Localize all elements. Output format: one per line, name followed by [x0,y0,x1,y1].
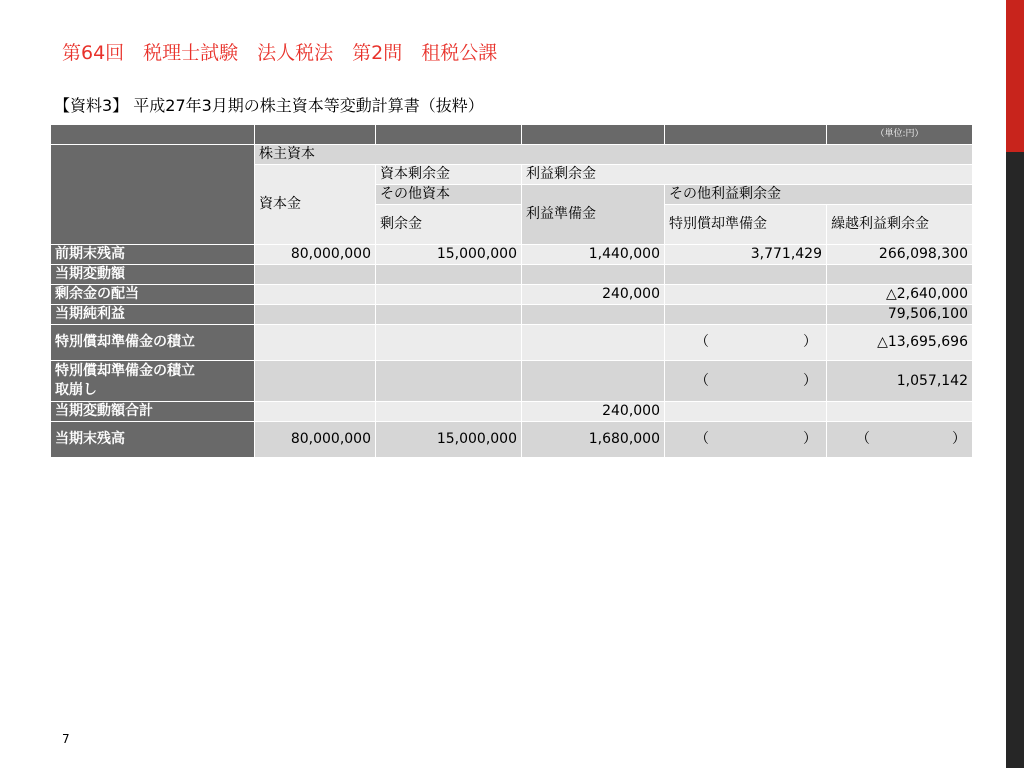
header-shareholders-equity: 株主資本 [255,145,973,165]
cell-value: 79,506,100 [827,305,973,325]
open-paren: （ [695,334,709,350]
cell-value: 240,000 [522,402,665,422]
side-accent-bar-red [1006,0,1024,152]
answer-blank-cell [665,325,827,361]
table-row [51,245,973,265]
row-label: 当期変動額 [51,265,255,285]
slide-subtitle: 【資料3】 平成27年3月期の株主資本等変動計算書（抜粋） [54,96,484,115]
row-label: 前期末残高 [51,245,255,265]
row-label: 当期変動額合計 [51,402,255,422]
header-blank-cell [51,125,255,145]
header-blank-cell [665,125,827,145]
cell-value: 80,000,000 [255,422,376,458]
row-label: 当期純利益 [51,305,255,325]
row-label-line: 特別償却準備金の積立 [55,363,195,379]
table-row [51,305,973,325]
row-label-line: 取崩し [55,382,97,398]
page-number: 7 [62,732,70,746]
cell-value: 1,680,000 [522,422,665,458]
table-row [51,325,973,361]
header-blank-cell [376,125,522,145]
row-label: 特別償却準備金の積立 [51,325,255,361]
row-label-header-cell [51,145,255,245]
table-row [51,422,973,458]
table-row [51,361,973,402]
close-paren: ） [952,431,966,447]
answer-blank-cell [827,422,973,458]
side-accent-bar-dark [1006,152,1024,768]
unit-label: （単位:円） [827,125,973,145]
header-carried-forward: 繰越利益剰余金 [827,205,973,245]
cell-value: 1,057,142 [827,361,973,402]
close-paren: ） [803,431,817,447]
cell-value: 15,000,000 [376,245,522,265]
header-blank-cell [255,125,376,145]
header-other-capital-2: 剰余金 [376,205,522,245]
close-paren: ） [803,372,817,389]
cell-value: 240,000 [522,285,665,305]
header-other-retained: その他利益剰余金 [665,185,973,205]
table-row [51,402,973,422]
cell-value: 80,000,000 [255,245,376,265]
open-paren: （ [856,431,870,447]
header-other-capital: その他資本 [376,185,522,205]
equity-statement-table [50,124,973,458]
header-capital-surplus: 資本剰余金 [376,165,522,185]
header-legal-reserve: 利益準備金 [522,185,665,245]
header-blank-cell [522,125,665,145]
close-paren: ） [803,334,817,350]
row-label [51,361,255,402]
header-special-reserve: 特別償却準備金 [665,205,827,245]
answer-blank-cell [665,422,827,458]
header-capital-stock: 資本金 [255,165,376,245]
open-paren: （ [695,372,709,389]
table-row [51,285,973,305]
slide-title: 第64回 税理士試験 法人税法 第2問 租税公課 [62,42,498,64]
cell-value: 3,771,429 [665,245,827,265]
cell-value: △13,695,696 [827,325,973,361]
cell-value: 1,440,000 [522,245,665,265]
open-paren: （ [695,431,709,447]
row-label: 当期末残高 [51,422,255,458]
cell-value: △2,640,000 [827,285,973,305]
cell-value: 15,000,000 [376,422,522,458]
header-retained-earnings: 利益剰余金 [522,165,973,185]
answer-blank-cell [665,361,827,402]
row-label: 剰余金の配当 [51,285,255,305]
cell-value: 266,098,300 [827,245,973,265]
table-row [51,265,973,285]
